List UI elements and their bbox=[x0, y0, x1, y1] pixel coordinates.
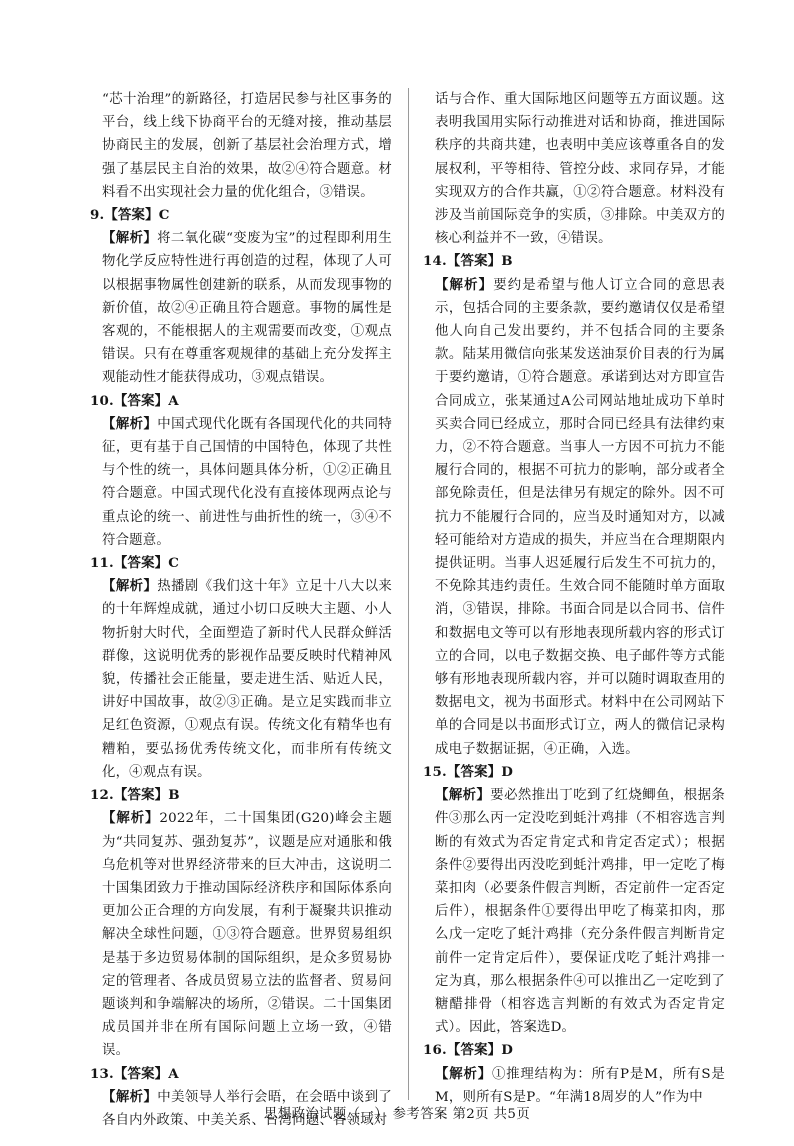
analysis-10 bbox=[90, 413, 392, 552]
answer-13: 13.【答案】A bbox=[90, 1065, 179, 1082]
answer-16: 16.【答案】D bbox=[423, 1042, 514, 1059]
analysis-text: 要约是希望与他人订立合同的意思表示，包括合同的主要条款，要约邀请仅仅是希望他人向自己发出要约，并不包括合同的主要条款。陆某用微信向张某发送油泵价目表的行为属于要约邀请，①符合题意。承诺到达对方即宣告合同成立，张某通过A公司网站地址成功下单时买卖合同已经成立，那时合同已经具有法律约束力，②不符合题意。当事人一方因不可抗力不能履行合同的，根据不可抗力的影响，部分或者全部免除责任，但是法律另有规定的除外。因不可抗力不能履行合同的，应当及时通知对方，以减轻可能给对方造成的损失，并应当在合理期限内提供证明。当事人迟延履行后发生不可抗力的，不免除其违约责任。生效合同不能随时单方面取消，③错误，排除。书面合同是以合同书、信件和数据电文等可以有形地表现所载内容的形式订立的合同，以电子数据交换、电子邮件等方式能够有形地表现所载内容，并可以随时调取查用的数据电文，视为书面形式。材料中在公司网站下单的合同是以书面形式订立，两人的微信记录构成电子数据证据，④正确，入选。 bbox=[435, 277, 725, 757]
analysis-11 bbox=[90, 575, 392, 784]
analysis-16 bbox=[423, 1063, 725, 1109]
analysis-tag: 【解析】 bbox=[435, 787, 491, 804]
answer-10: 10.【答案】A bbox=[90, 392, 179, 409]
answer-15: 15.【答案】D bbox=[423, 763, 514, 780]
analysis-text: 2022年，二十国集团(G20)峰会主题为“共同复苏、强劲复苏”，议题是应对通胀和俄乌危机等对世界经济带来的巨大冲击，这说明二十国集团致力于推动国际经济秩序和国际体系向更加公正合理的方向发展，有利于凝聚共识推动解决全球性问题，①③符合题意。世界贸易组织是基于多边贸易体制的国际组织，是众多贸易协定的管理者、各成员贸易立法的监督者、贸易问题谈判和争端解决的场所，②错误。二十国集团成员国并非在所有国际问题上立场一致，④错误。 bbox=[102, 811, 392, 1059]
analysis-text: ①推理结构为：所有P是M，所有S是M，则所有S是P。“年满18周岁的人”作为中 bbox=[435, 1066, 725, 1105]
column-divider bbox=[408, 88, 409, 1100]
analysis-text: 中国式现代化既有各国现代化的共同特征，更有基于自己国情的中国特色，体现了共性与个性的统一，具体问题具体分析，①②正确且符合题意。中国式现代化没有直接体现两点论与重点论的统一、前进性与曲折性的统一，③④不符合题意。 bbox=[102, 416, 392, 548]
answer-14: 14.【答案】B bbox=[423, 253, 513, 270]
analysis-12 bbox=[90, 807, 392, 1062]
answer-11: 11.【答案】C bbox=[90, 555, 180, 572]
analysis-tag: 【解析】 bbox=[102, 1088, 158, 1105]
analysis-text: 要必然推出丁吃到了红烧鲫鱼，根据条件③那么丙一定没吃到蚝汁鸡排（不相容选言判断的有效式为否定肯定式和肯定否定式）；根据条件②要得出丙没吃到蚝汁鸡排，甲一定吃了梅菜扣肉（必要条件假言判断，否定前件一定否定后件），根据条件①要得出甲吃了梅菜扣肉，那么戊一定吃了蚝汁鸡排（充分条件假言判断肯定前件一定肯定后件），要保证戊吃了蚝汁鸡排一定为真，那么根据条件④可以推出乙一定吃到了糖醋排骨（相容选言判断的有效式为否定肯定式）。因此，答案选D。 bbox=[435, 788, 725, 1036]
page-footer: 思想政治试题（一） 参考答案 第2页 共5页 bbox=[263, 1107, 531, 1122]
analysis-9 bbox=[90, 227, 392, 389]
continued-paragraph: “芯十治理”的新路径，打造居民参与社区事务的平台，线上线下协商平台的无缝对接，推动基层协商民主的发展，创新了基层社会治理方式，增强了基层民主自治的效果，故②④符合题意。材料看不出实现社会力量的优化组合，③错误。 bbox=[102, 92, 392, 200]
analysis-tag: 【解析】 bbox=[102, 810, 160, 827]
analysis-text: 将二氧化碳“变废为宝”的过程即利用生物化学反应特性进行再创造的过程，体现了人可以根据事物属性创建新的联系，从而发现事物的新价值，故②④正确且符合题意。事物的属性是客观的，不能根据人的主观需要而改变，①观点错误。只有在尊重客观规律的基础上充分发挥主观能动性才能获得成功，③观点错误。 bbox=[102, 231, 392, 386]
answer-9: 9.【答案】C bbox=[90, 207, 170, 224]
right-column bbox=[423, 88, 725, 1109]
left-column bbox=[90, 88, 392, 1132]
continued-paragraph: 话与合作、重大国际地区问题等五方面议题。这表明我国用实际行动推进对话和协商，推进国际秩序的共商共建，也表明中美应该尊重各自的发展权利，平等相待、管控分歧、求同存异，才能实现双方的合作共赢，①②符合题意。材料没有涉及当前国际竞争的实质，③排除。中美双方的核心利益并不一致，④错误。 bbox=[435, 92, 725, 247]
analysis-15 bbox=[423, 784, 725, 1039]
analysis-tag: 【解析】 bbox=[102, 578, 158, 595]
analysis-tag: 【解析】 bbox=[102, 230, 158, 247]
analysis-14 bbox=[423, 274, 725, 761]
analysis-tag: 【解析】 bbox=[435, 1065, 492, 1082]
analysis-text: 中美领导人举行会晤，在会晤中谈到了各自内外政策、中美关系、台湾问题、各领域对 bbox=[102, 1089, 392, 1128]
analysis-tag: 【解析】 bbox=[102, 415, 158, 432]
analysis-tag: 【解析】 bbox=[435, 276, 494, 293]
answer-12: 12.【答案】B bbox=[90, 787, 180, 804]
analysis-text: 热播剧《我们这十年》立足十八大以来的十年辉煌成就，通过小切口反映大主题、小人物折射大时代，全面塑造了新时代人民群众鲜活群像，这说明优秀的影视作品要反映时代精神风貌，传播社会正能量，要走进生活、贴近人民，讲好中国故事，故②③正确。是立足实践而非立足红色资源，①观点有误。传统文化有精华也有糟粕，要弘扬优秀传统文化，而非所有传统文化，④观点有误。 bbox=[102, 579, 392, 780]
